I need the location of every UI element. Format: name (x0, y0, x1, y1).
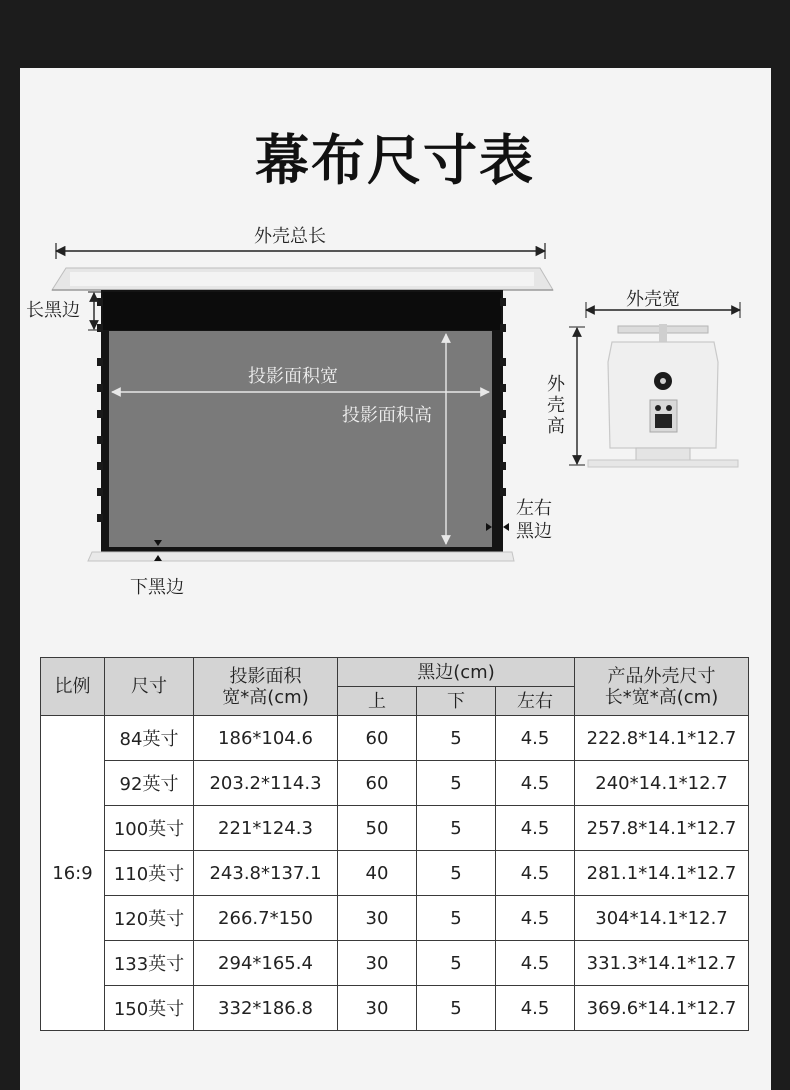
header-housing-line2: 长*宽*高(cm) (604, 686, 719, 708)
housing-cell: 331.3*14.1*12.7 (575, 941, 749, 986)
housing-height-label: 外 壳 高 (547, 374, 565, 437)
table-row (41, 896, 749, 941)
lr-cell: 4.5 (496, 806, 575, 851)
lr-cell: 4.5 (496, 986, 575, 1031)
header-left-right: 左右 (496, 687, 575, 716)
table-row (41, 761, 749, 806)
projection-width-label: 投影面积宽 (248, 366, 338, 387)
area-cell: 243.8*137.1 (194, 851, 338, 896)
size-cell: 110英寸 (105, 851, 194, 896)
housing-cell: 369.6*14.1*12.7 (575, 986, 749, 1031)
bottom-bar (88, 552, 514, 561)
page-title: 幕布尺寸表 (255, 129, 535, 192)
lr-cell: 4.5 (496, 761, 575, 806)
long-black-border-label: 长黑边 (26, 300, 80, 321)
housing-side-view (588, 324, 738, 467)
header-top: 上 (338, 687, 417, 716)
top-cell: 40 (338, 851, 417, 896)
area-cell: 332*186.8 (194, 986, 338, 1031)
lr-cell: 4.5 (496, 716, 575, 761)
housing-width-label: 外壳宽 (626, 289, 680, 310)
total-length-label: 外壳总长 (254, 226, 326, 247)
header-housing-line1: 产品外壳尺寸 (607, 665, 716, 687)
area-cell: 294*165.4 (194, 941, 338, 986)
bottom-cell: 5 (417, 896, 496, 941)
bottom-cell: 5 (417, 806, 496, 851)
header-area-line1: 投影面积 (229, 665, 302, 687)
size-cell: 92英寸 (105, 761, 194, 806)
top-cell: 30 (338, 986, 417, 1031)
top-cell: 50 (338, 806, 417, 851)
size-cell: 84英寸 (105, 716, 194, 761)
size-cell: 150英寸 (105, 986, 194, 1031)
bottom-cell: 5 (417, 851, 496, 896)
housing-cell: 281.1*14.1*12.7 (575, 851, 749, 896)
header-area (194, 658, 338, 716)
bottom-cell: 5 (417, 941, 496, 986)
table-row (41, 986, 749, 1031)
projection-height-label: 投影面积高 (342, 405, 432, 426)
size-cell: 120英寸 (105, 896, 194, 941)
left-right-border-label-2: 黑边 (516, 521, 552, 542)
top-cell: 30 (338, 896, 417, 941)
bottom-black-border-label: 下黑边 (130, 577, 184, 598)
top-cell: 60 (338, 761, 417, 806)
housing-cell: 304*14.1*12.7 (575, 896, 749, 941)
area-cell: 266.7*150 (194, 896, 338, 941)
table-row (41, 941, 749, 986)
bottom-cell: 5 (417, 716, 496, 761)
left-right-border-label-1: 左右 (516, 498, 552, 519)
header-area-line2: 宽*高(cm) (222, 686, 309, 708)
screen-housing (52, 268, 553, 290)
housing-cell: 257.8*14.1*12.7 (575, 806, 749, 851)
table-row (41, 806, 749, 851)
size-cell: 133英寸 (105, 941, 194, 986)
table-row (41, 716, 749, 761)
table-row (41, 851, 749, 896)
lr-cell: 4.5 (496, 941, 575, 986)
header-size: 尺寸 (105, 658, 194, 716)
spec-table (40, 657, 749, 1031)
housing-cell: 222.8*14.1*12.7 (575, 716, 749, 761)
housing-cell: 240*14.1*12.7 (575, 761, 749, 806)
top-cell: 30 (338, 941, 417, 986)
ratio-cell: 16:9 (41, 716, 105, 1031)
header-bottom: 下 (417, 687, 496, 716)
area-cell: 221*124.3 (194, 806, 338, 851)
header-housing (575, 658, 749, 716)
header-black-border: 黑边(cm) (338, 658, 575, 687)
top-cell: 60 (338, 716, 417, 761)
size-cell: 100英寸 (105, 806, 194, 851)
header-ratio: 比例 (41, 658, 105, 716)
bottom-cell: 5 (417, 761, 496, 806)
bottom-cell: 5 (417, 986, 496, 1031)
lr-cell: 4.5 (496, 851, 575, 896)
area-cell: 186*104.6 (194, 716, 338, 761)
area-cell: 203.2*114.3 (194, 761, 338, 806)
lr-cell: 4.5 (496, 896, 575, 941)
